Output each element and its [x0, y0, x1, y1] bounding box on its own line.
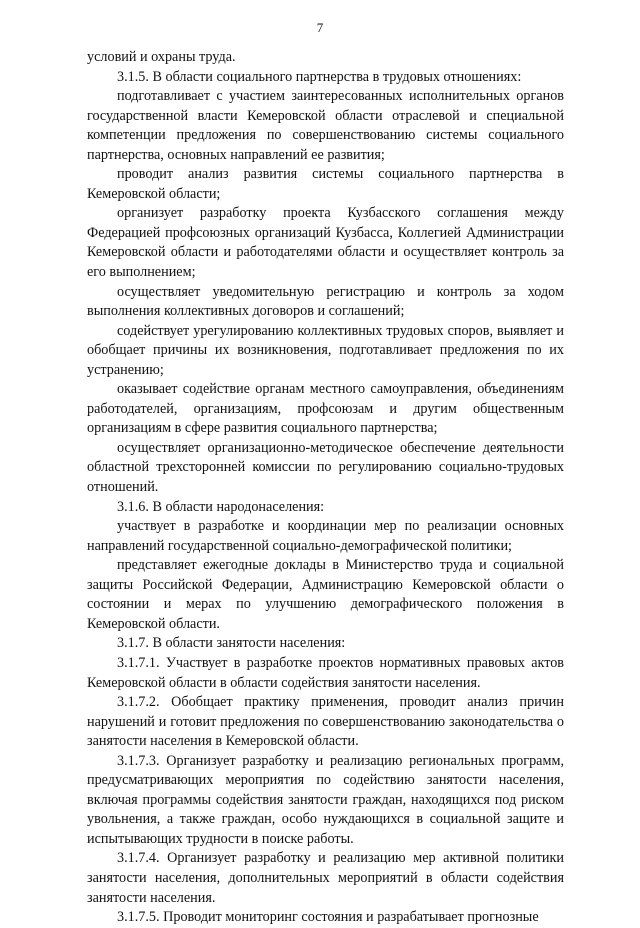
paragraph: условий и охраны труда.: [87, 49, 236, 65]
page-number: 7: [316, 20, 324, 35]
paragraph: оказывает содействие органам местного самоуправления, объединениям работодателей, организациям, профсоюзам и другим общественным организациям в сфере развития социального партнерства;: [87, 381, 564, 437]
paragraph: организует разработку проекта Кузбасского соглашения между Федерацией профсоюзных организаций Кузбасса, Коллегией Администрации Кемеровской области и работодателями области и осуществляет контроль за его выполнением;: [87, 205, 564, 281]
section-heading: 3.1.7. В области занятости населения:: [117, 635, 346, 652]
paragraph: 3.1.7.2. Обобщает практику применения, проводит анализ причин нарушений и готовит предложения по совершенствованию законодательства о занятости населения в Кемеровской области.: [87, 694, 564, 750]
paragraph: представляет ежегодные доклады в Министерство труда и социальной защиты Российской Федерации, Администрацию Кемеровской области о состоянии и мерах по улучшению демографического положения в Кемеровской области.: [87, 557, 564, 632]
paragraph: 3.1.7.3. Организует разработку и реализацию региональных программ, предусматривающих мероприятия по содействию занятости населения, включая программы содействия занятости граждан, находящихся под риском увольнения, а также граждан, особо нуждающихся в социальной защите и испытывающих трудности в поиске работы.: [87, 752, 564, 847]
paragraph: 3.1.7.4. Организует разработку и реализацию мер активной политики занятости населения, дополнительных мероприятий в области содействия занятости населения.: [87, 850, 564, 906]
paragraph: осуществляет организационно-методическое обеспечение деятельности областной трехсторонней комиссии по регулированию социально-трудовых отношений.: [87, 439, 564, 496]
section-heading: 3.1.6. В области народонаселения:: [117, 498, 325, 515]
paragraph: 3.1.7.1. Участвует в разработке проектов нормативных правовых актов Кемеровской области в области содействия занятости населения.: [87, 654, 564, 691]
document-body: [87, 48, 564, 928]
section-heading: 3.1.5. В области социального партнерства в трудовых отношениях:: [117, 68, 522, 85]
paragraph: участвует в разработке и координации мер по реализации основных направлений государственной социально-демографической политики;: [87, 518, 564, 554]
paragraph: 3.1.7.5. Проводит мониторинг состояния и разрабатывает прогнозные: [117, 909, 539, 926]
paragraph: осуществляет уведомительную регистрацию и контроль за ходом выполнения коллективных договоров и соглашений;: [87, 283, 564, 320]
paragraph: подготавливает с участием заинтересованных исполнительных органов государственной власти Кемеровской области отраслевой и специальной компетенции предложения по совершенствованию системы социального партнерства, основных направлений ее развития;: [87, 88, 564, 163]
paragraph: проводит анализ развития системы социального партнерства в Кемеровской области;: [87, 166, 564, 202]
paragraph: содействует урегулированию коллективных трудовых споров, выявляет и обобщает причины их возникновения, подготавливает предложения по их устранению;: [87, 322, 564, 378]
